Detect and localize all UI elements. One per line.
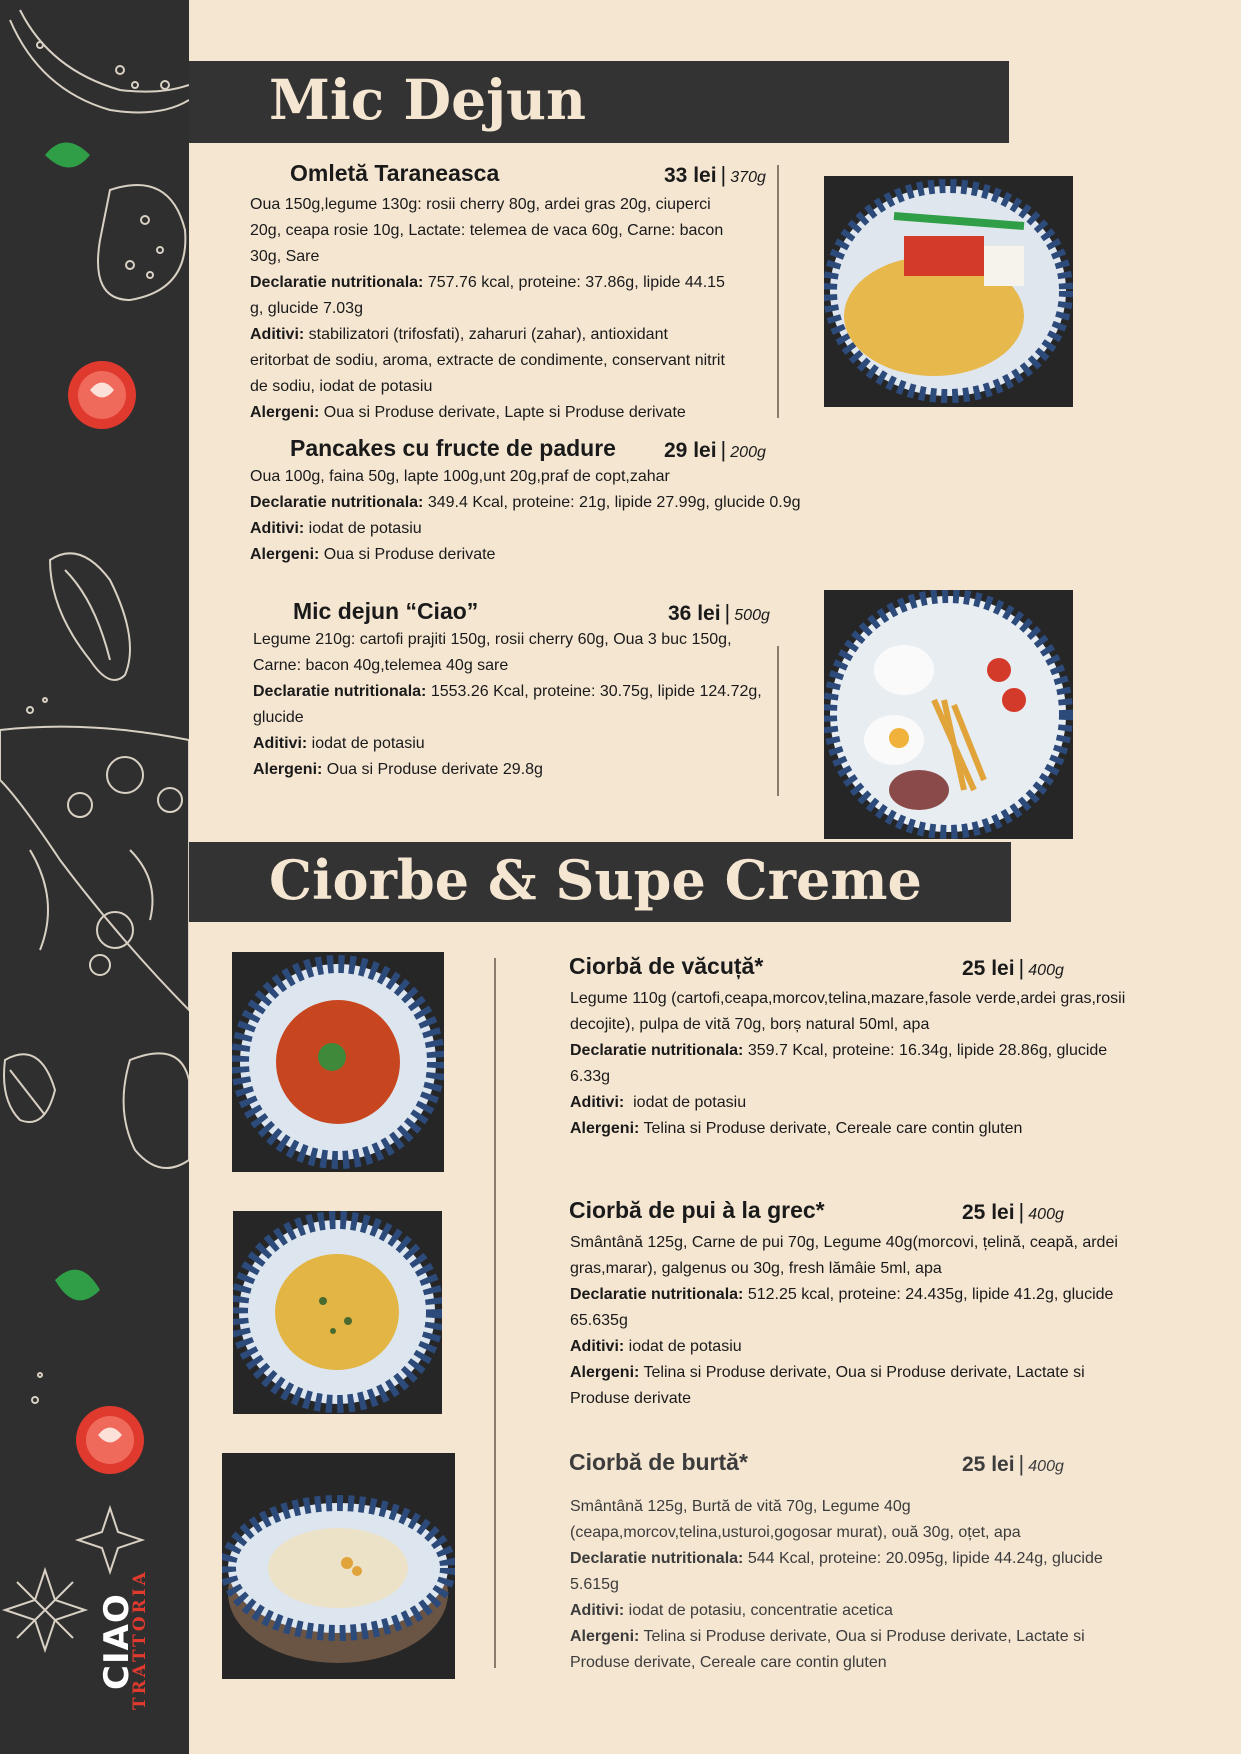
item-price-weight: 36 lei | 500g bbox=[668, 600, 770, 625]
item-nutrition: Declaratie nutritionala: 359.7 Kcal, proteine: 16.34g, lipide 28.86g, glucide 6.33g bbox=[570, 1042, 1108, 1085]
item-additives: Aditivi: iodat de potasiu bbox=[570, 1338, 742, 1355]
item-weight: 200g bbox=[730, 444, 766, 461]
dish-photo-ciorba-burta bbox=[222, 1453, 455, 1679]
menu-item-ciorba-pui bbox=[570, 1230, 1130, 1412]
item-ingredients: Smântână 125g, Burtă de vită 70g, Legume 40g (ceapa,morcov,telina,usturoi,gogosar murat), ouă 30g, oțet, apa bbox=[570, 1498, 1021, 1541]
item-price: 25 lei bbox=[962, 1201, 1015, 1224]
item-price: 29 lei bbox=[664, 439, 717, 462]
item-nutrition: Declaratie nutritionala: 757.76 kcal, proteine: 37.86g, lipide 44.15 g, glucide 7.03g bbox=[250, 274, 725, 317]
brand-logo bbox=[97, 1560, 180, 1710]
item-nutrition: Declaratie nutritionala: 512.25 kcal, proteine: 24.435g, lipide 41.2g, glucide 65.635g bbox=[570, 1286, 1114, 1329]
item-additives: Aditivi: stabilizatori (trifosfati), zaharuri (zahar), antioxidant eritorbat de sodiu, aroma, extracte de condimente, conservant nitrit de sodiu, iodat de potasiu bbox=[250, 326, 725, 395]
item-ingredients: Legume 110g (cartofi,ceapa,morcov,telina,mazare,fasole verde,ardei gras,rosii decojite), pulpa de vită 70g, borș natural 50ml, apa bbox=[570, 990, 1126, 1033]
dish-photo-ciorba-pui bbox=[233, 1211, 442, 1414]
dish-photo-ciorba-vacuta bbox=[232, 952, 444, 1172]
item-name: Omletă Taraneasca bbox=[290, 160, 500, 186]
section-banner-soups bbox=[189, 842, 1011, 922]
decorative-sidebar bbox=[0, 0, 189, 1754]
item-weight: 400g bbox=[1028, 1458, 1064, 1475]
item-price: 25 lei bbox=[962, 1453, 1015, 1476]
menu-item-omleta bbox=[250, 192, 730, 426]
item-price-weight: 25 lei | 400g bbox=[962, 955, 1064, 980]
item-allergens: Alergeni: Oua si Produse derivate 29.8g bbox=[253, 761, 543, 778]
brand-logo-text: CIAO bbox=[97, 1593, 137, 1690]
item-ingredients: Legume 210g: cartofi prajiti 150g, rosii cherry 60g, Oua 3 buc 150g, Carne: bacon 40g,telemea 40g sare bbox=[253, 631, 732, 674]
item-allergens: Alergeni: Oua si Produse derivate, Lapte si Produse derivate bbox=[250, 404, 686, 421]
basil-leaf-icon bbox=[45, 143, 90, 168]
item-price-weight: 29 lei | 200g bbox=[664, 437, 766, 462]
food-doodles-icon bbox=[0, 0, 189, 1754]
item-price: 25 lei bbox=[962, 957, 1015, 980]
item-weight: 400g bbox=[1028, 1206, 1064, 1223]
divider-line bbox=[777, 646, 779, 796]
item-additives: Aditivi: iodat de potasiu bbox=[570, 1094, 747, 1111]
item-additives: Aditivi: iodat de potasiu, concentratie acetica bbox=[570, 1602, 893, 1619]
item-allergens: Alergeni: Telina si Produse derivate, Oua si Produse derivate, Lactate si Produse derivate bbox=[570, 1364, 1085, 1407]
menu-item-pancakes bbox=[250, 464, 850, 568]
section-title: Mic Dejun bbox=[269, 67, 586, 132]
item-weight: 370g bbox=[730, 169, 766, 186]
item-ingredients: Oua 100g, faina 50g, lapte 100g,unt 20g,praf de copt,zahar bbox=[250, 468, 670, 485]
item-price: 33 lei bbox=[664, 164, 717, 187]
tomato-icon bbox=[68, 361, 136, 429]
divider-line bbox=[777, 165, 779, 418]
item-price-weight: 25 lei | 400g bbox=[962, 1451, 1064, 1476]
item-additives: Aditivi: iodat de potasiu bbox=[250, 520, 422, 537]
item-name: Pancakes cu fructe de padure bbox=[290, 435, 616, 461]
brand-logo-subtitle: TRATTORIA bbox=[130, 1569, 150, 1710]
item-price-weight: 33 lei | 370g bbox=[664, 162, 766, 187]
dish-photo-mic-dejun-ciao bbox=[824, 590, 1073, 839]
item-weight: 400g bbox=[1028, 962, 1064, 979]
item-weight: 500g bbox=[734, 607, 770, 624]
item-allergens: Alergeni: Telina si Produse derivate, Cereale care contin gluten bbox=[570, 1120, 1023, 1137]
section-banner-breakfast bbox=[189, 61, 1009, 143]
divider-line bbox=[494, 958, 496, 1668]
item-additives: Aditivi: iodat de potasiu bbox=[253, 735, 425, 752]
item-ingredients: Oua 150g,legume 130g: rosii cherry 80g, ardei gras 20g, ciuperci 20g, ceapa rosie 10g, Lactate: telemea de vaca 60g, Carne: bacon 30g, Sare bbox=[250, 196, 724, 265]
item-price: 36 lei bbox=[668, 602, 721, 625]
menu-item-ciorba-vacuta bbox=[570, 986, 1140, 1142]
section-title: Ciorbe & Supe Creme bbox=[269, 848, 922, 912]
item-price-weight: 25 lei | 400g bbox=[962, 1199, 1064, 1224]
item-ingredients: Smântână 125g, Carne de pui 70g, Legume 40g(morcovi, țelină, ceapă, ardei gras,marar), galgenus ou 30g, fresh lămâie 5ml, apa bbox=[570, 1234, 1118, 1277]
item-name: Ciorbă de văcuță* bbox=[569, 953, 764, 979]
item-name: Ciorbă de pui à la grec* bbox=[569, 1197, 825, 1223]
dish-photo-omleta bbox=[824, 176, 1073, 407]
item-nutrition: Declaratie nutritionala: 349.4 Kcal, proteine: 21g, lipide 27.99g, glucide 0.9g bbox=[250, 494, 801, 511]
item-name: Ciorbă de burtă* bbox=[569, 1449, 748, 1475]
menu-item-ciorba-burta bbox=[570, 1494, 1130, 1676]
item-nutrition: Declaratie nutritionala: 544 Kcal, proteine: 20.095g, lipide 44.24g, glucide 5.615g bbox=[570, 1550, 1103, 1593]
item-name: Mic dejun “Ciao” bbox=[293, 598, 479, 624]
item-nutrition: Declaratie nutritionala: 1553.26 Kcal, proteine: 30.75g, lipide 124.72g, glucide bbox=[253, 683, 762, 726]
item-allergens: Alergeni: Telina si Produse derivate, Oua si Produse derivate, Lactate si Produse derivate, Cereale care contin gluten bbox=[570, 1628, 1085, 1671]
menu-item-mic-dejun-ciao bbox=[253, 627, 773, 783]
item-allergens: Alergeni: Oua si Produse derivate bbox=[250, 546, 496, 563]
